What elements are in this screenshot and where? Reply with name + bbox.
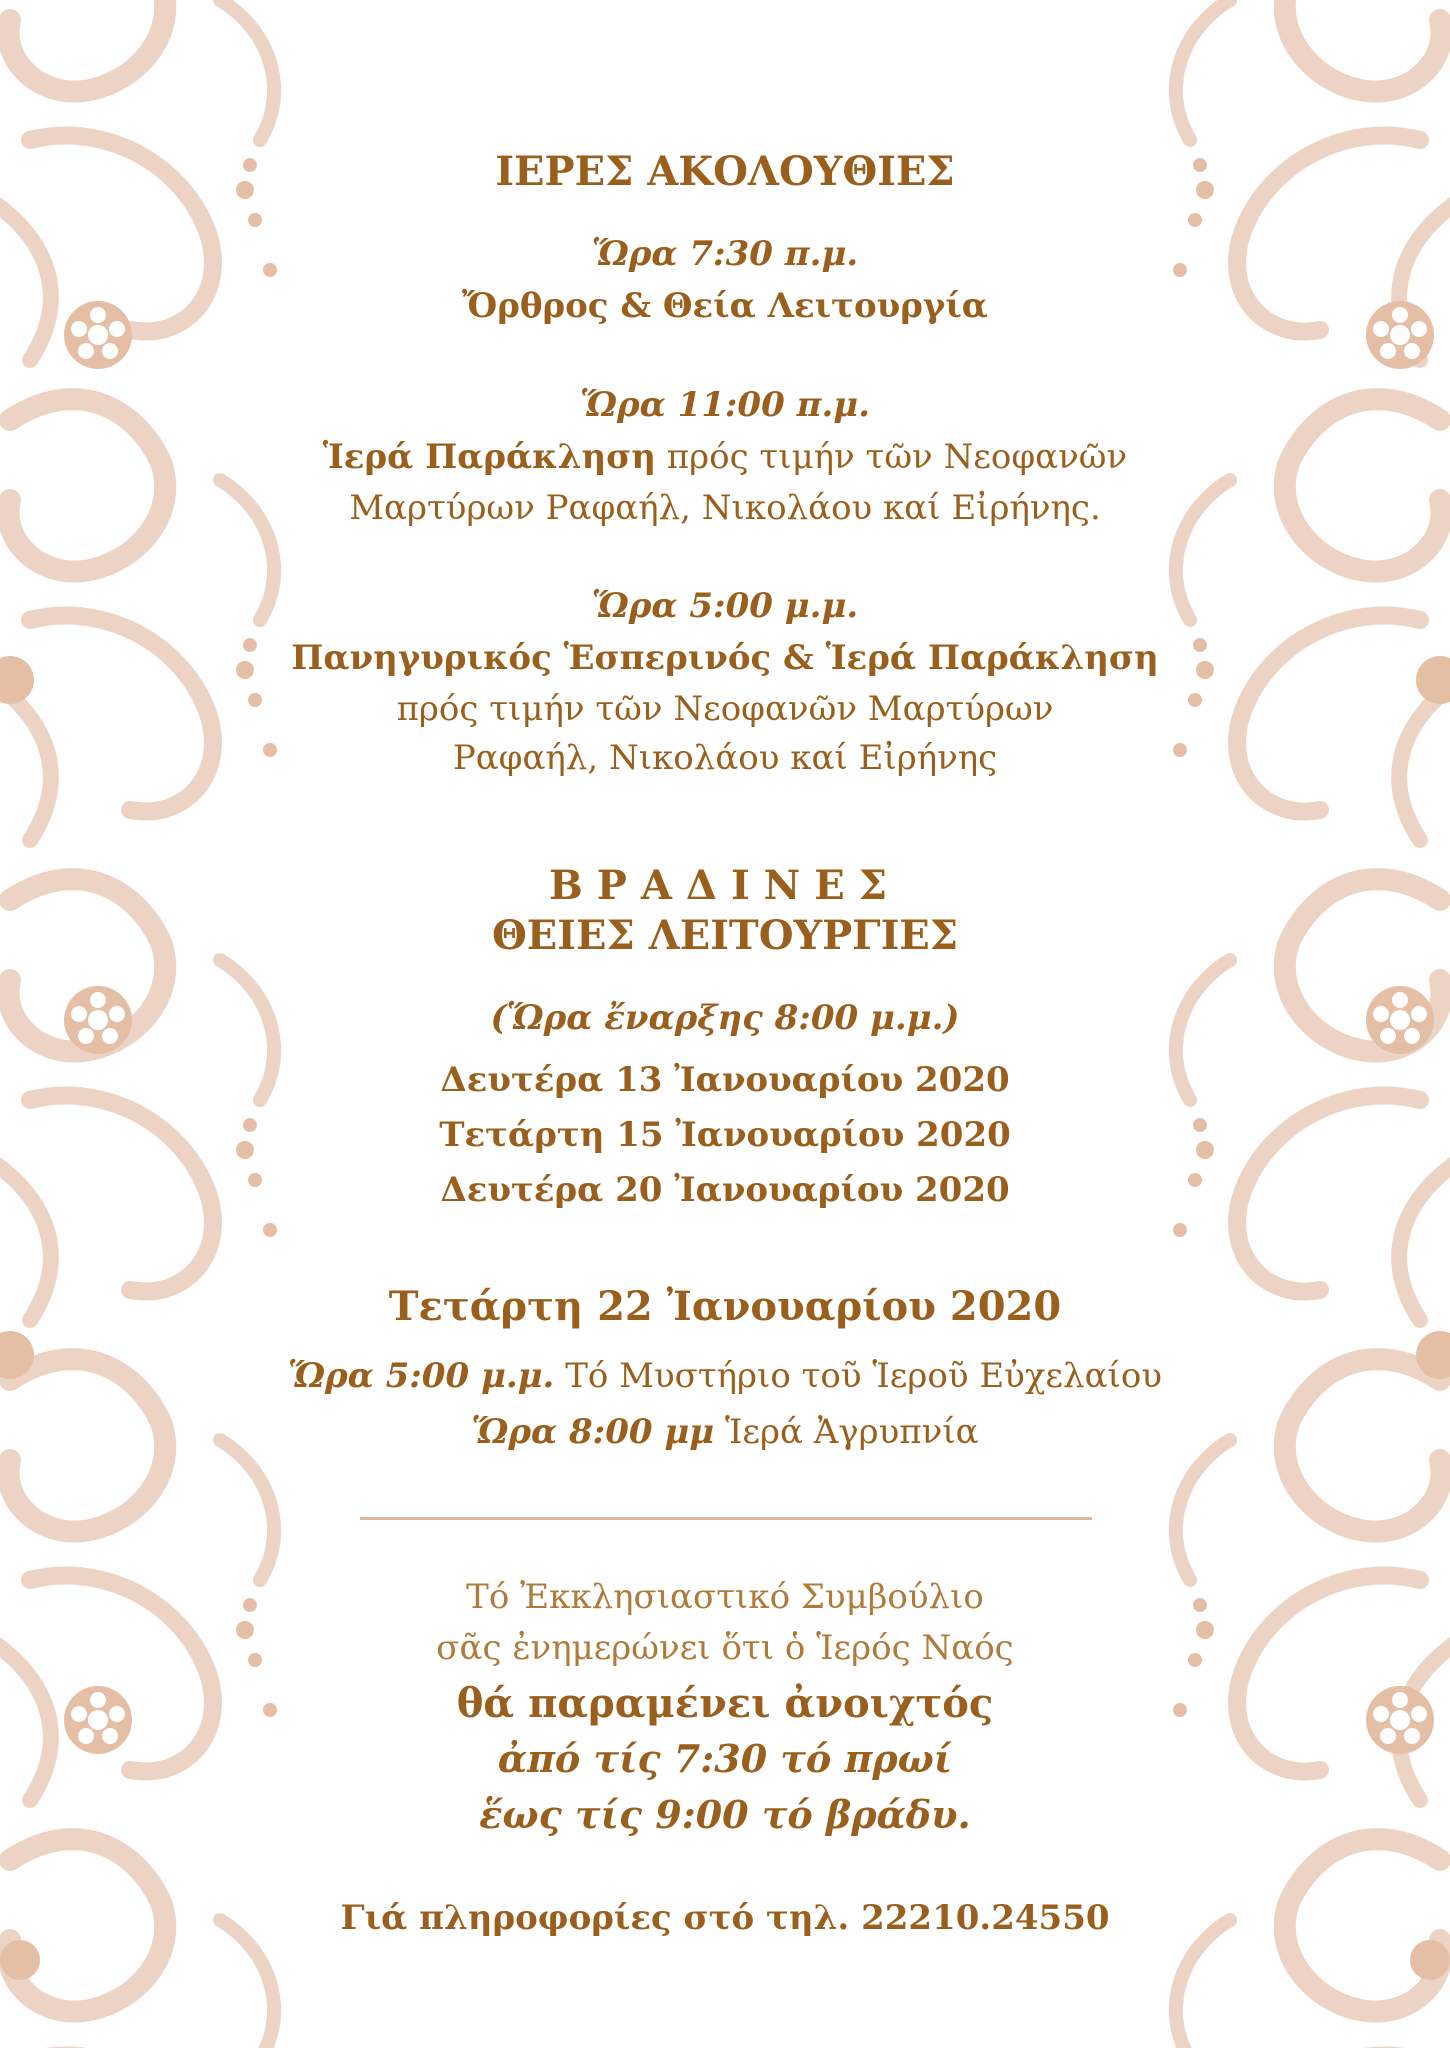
contact-phone: Γιά πληροφορίες στό τηλ. 22210.24550 bbox=[340, 1898, 1110, 1938]
notice-line-4: ἀπό τίς 7:30 τό πρωί bbox=[497, 1736, 953, 1781]
special-line-1-time: Ὥρα 5:00 μ.μ. bbox=[287, 1356, 555, 1396]
service-2-line2: Μαρτύρων Ραφαήλ, Νικολάου καί Εἰρήνης. bbox=[349, 488, 1101, 528]
service-3-line3: Ραφαήλ, Νικολάου καί Εἰρήνης bbox=[452, 738, 998, 778]
evening-title-2: ΘΕΙΕΣ ΛΕΙΤΟΥΡΓΙΕΣ bbox=[491, 912, 959, 959]
section-divider bbox=[360, 1517, 1092, 1520]
service-2-desc bbox=[250, 437, 1200, 477]
services-title: ΙΕΡΕΣ ΑΚΟΛΟΥΘΙΕΣ bbox=[495, 148, 955, 195]
service-2-time: Ὥρα 11:00 π.μ. bbox=[579, 385, 871, 425]
evening-date-2: Τετάρτη 15 Ἰανουαρίου 2020 bbox=[439, 1115, 1011, 1155]
service-2-desc-bold: Ἱερά Παράκληση bbox=[322, 437, 656, 477]
notice-line-2: σᾶς ἐνημερώνει ὅτι ὁ Ἱερός Ναός bbox=[436, 1628, 1014, 1668]
notice-line-5: ἕως τίς 9:00 τό βράδυ. bbox=[479, 1792, 971, 1837]
service-1-desc: Ὄρθρος & Θεία Λειτουργία bbox=[462, 286, 988, 326]
service-3-line2: πρός τιμήν τῶν Νεοφανῶν Μαρτύρων bbox=[396, 689, 1054, 729]
special-line-2 bbox=[250, 1412, 1200, 1452]
special-line-1-rest: Τό Μυστήριο τοῦ Ἱεροῦ Εὐχελαίου bbox=[554, 1356, 1163, 1396]
notice-line-1: Τό Ἐκκλησιαστικό Συμβούλιο bbox=[466, 1577, 984, 1617]
service-1-time: Ὥρα 7:30 π.μ. bbox=[591, 234, 859, 274]
service-2-desc-rest: πρός τιμήν τῶν Νεοφανῶν bbox=[655, 437, 1128, 477]
special-line-2-rest: Ἱερά Ἀγρυπνία bbox=[714, 1412, 979, 1452]
special-line-1 bbox=[250, 1356, 1200, 1396]
notice-line-3: θά παραμένει ἀνοιχτός bbox=[456, 1680, 994, 1727]
service-3-time: Ὥρα 5:00 μ.μ. bbox=[591, 586, 859, 626]
evening-title-1: ΒΡΑΔΙΝΕΣ bbox=[549, 862, 901, 909]
special-line-2-time: Ὥρα 8:00 μμ bbox=[471, 1412, 715, 1452]
special-date: Τετάρτη 22 Ἰανουαρίου 2020 bbox=[388, 1283, 1062, 1330]
evening-date-3: Δευτέρα 20 Ἰανουαρίου 2020 bbox=[440, 1170, 1010, 1210]
service-3-desc: Πανηγυρικός Ἑσπερινός & Ἱερά Παράκληση bbox=[291, 638, 1159, 678]
evening-date-1: Δευτέρα 13 Ἰανουαρίου 2020 bbox=[440, 1060, 1010, 1100]
evening-start-time: (Ὥρα ἔναρξης 8:00 μ.μ.) bbox=[490, 998, 960, 1038]
